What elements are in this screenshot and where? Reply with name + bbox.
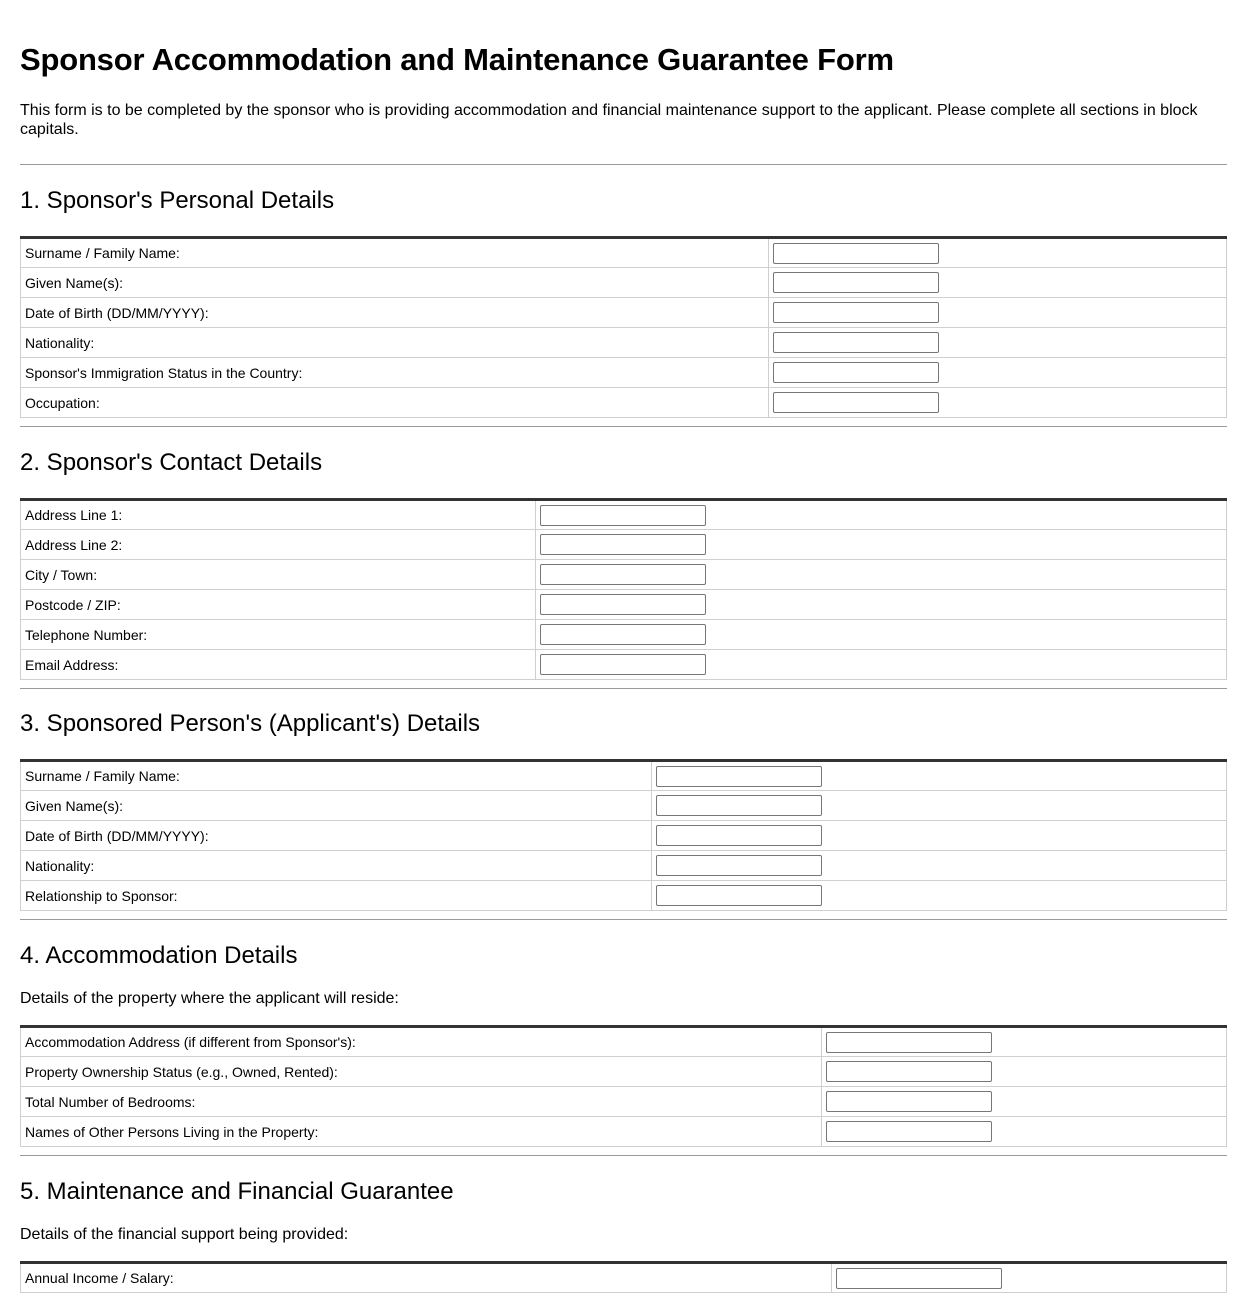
section-divider	[20, 688, 1227, 689]
table-row	[21, 1027, 1227, 1057]
field-label: City / Town:	[21, 560, 536, 590]
sponsor-surname-input[interactable]	[773, 243, 939, 264]
sponsor-nationality-input[interactable]	[773, 332, 939, 353]
city-input[interactable]	[540, 564, 706, 585]
sponsor-personal-table	[20, 236, 1227, 418]
address-line-2-input[interactable]	[540, 534, 706, 555]
bedrooms-input[interactable]	[826, 1091, 992, 1112]
field-label: Date of Birth (DD/MM/YYYY):	[21, 821, 652, 851]
field-label: Property Ownership Status (e.g., Owned, Rented):	[21, 1057, 822, 1087]
relationship-input[interactable]	[656, 885, 822, 906]
table-row	[21, 821, 1227, 851]
field-label: Surname / Family Name:	[21, 761, 652, 791]
table-row	[21, 560, 1227, 590]
table-row	[21, 358, 1227, 388]
table-row	[21, 500, 1227, 530]
email-input[interactable]	[540, 654, 706, 675]
telephone-input[interactable]	[540, 624, 706, 645]
sponsor-given-names-input[interactable]	[773, 272, 939, 293]
table-row	[21, 298, 1227, 328]
field-label: Occupation:	[21, 388, 769, 418]
table-row	[21, 620, 1227, 650]
postcode-input[interactable]	[540, 594, 706, 615]
section-divider	[20, 164, 1227, 165]
table-row	[21, 851, 1227, 881]
field-label: Email Address:	[21, 650, 536, 680]
sponsor-occupation-input[interactable]	[773, 392, 939, 413]
field-label: Names of Other Persons Living in the Property:	[21, 1117, 822, 1147]
address-line-1-input[interactable]	[540, 505, 706, 526]
annual-income-input[interactable]	[836, 1268, 1002, 1289]
accommodation-table	[20, 1025, 1227, 1147]
maintenance-table	[20, 1261, 1227, 1293]
section-divider	[20, 426, 1227, 427]
section-divider	[20, 1155, 1227, 1156]
applicant-details-table	[20, 759, 1227, 911]
table-row	[21, 238, 1227, 268]
section-note: Details of the property where the applicant will reside:	[20, 990, 399, 1007]
section-divider	[20, 919, 1227, 920]
table-row	[21, 530, 1227, 560]
table-row	[21, 1087, 1227, 1117]
field-label: Postcode / ZIP:	[21, 590, 536, 620]
page-title: Sponsor Accommodation and Maintenance Guarantee Form	[20, 42, 894, 77]
field-label: Address Line 1:	[21, 500, 536, 530]
section-note: Details of the financial support being provided:	[20, 1226, 349, 1243]
intro-text: This form is to be completed by the sponsor who is providing accommodation and financial maintenance support to the applicant. Please complete all sections in block capitals.	[20, 102, 1198, 138]
field-label: Accommodation Address (if different from Sponsor's):	[21, 1027, 822, 1057]
section-heading: 2. Sponsor's Contact Details	[20, 449, 323, 476]
accommodation-address-input[interactable]	[826, 1032, 992, 1053]
table-row	[21, 1057, 1227, 1087]
section-heading: 4. Accommodation Details	[20, 942, 298, 969]
field-label: Given Name(s):	[21, 791, 652, 821]
field-label: Telephone Number:	[21, 620, 536, 650]
ownership-status-input[interactable]	[826, 1061, 992, 1082]
field-label: Nationality:	[21, 851, 652, 881]
applicant-surname-input[interactable]	[656, 766, 822, 787]
sponsor-immigration-status-input[interactable]	[773, 362, 939, 383]
sponsor-contact-table	[20, 498, 1227, 680]
field-label: Annual Income / Salary:	[21, 1263, 832, 1293]
table-row	[21, 268, 1227, 298]
table-row	[21, 388, 1227, 418]
table-row	[21, 650, 1227, 680]
section-heading: 3. Sponsored Person's (Applicant's) Details	[20, 710, 481, 737]
sponsor-dob-input[interactable]	[773, 302, 939, 323]
table-row	[21, 328, 1227, 358]
applicant-nationality-input[interactable]	[656, 855, 822, 876]
field-label: Sponsor's Immigration Status in the Country:	[21, 358, 769, 388]
field-label: Address Line 2:	[21, 530, 536, 560]
section-heading: 1. Sponsor's Personal Details	[20, 187, 335, 214]
table-row	[21, 791, 1227, 821]
table-row	[21, 1117, 1227, 1147]
section-heading: 5. Maintenance and Financial Guarantee	[20, 1178, 454, 1205]
field-label: Relationship to Sponsor:	[21, 881, 652, 911]
applicant-given-names-input[interactable]	[656, 795, 822, 816]
field-label: Date of Birth (DD/MM/YYYY):	[21, 298, 769, 328]
table-row	[21, 590, 1227, 620]
table-row	[21, 1263, 1227, 1293]
field-label: Surname / Family Name:	[21, 238, 769, 268]
field-label: Total Number of Bedrooms:	[21, 1087, 822, 1117]
table-row	[21, 761, 1227, 791]
other-occupants-input[interactable]	[826, 1121, 992, 1142]
field-label: Nationality:	[21, 328, 769, 358]
field-label: Given Name(s):	[21, 268, 769, 298]
table-row	[21, 881, 1227, 911]
applicant-dob-input[interactable]	[656, 825, 822, 846]
